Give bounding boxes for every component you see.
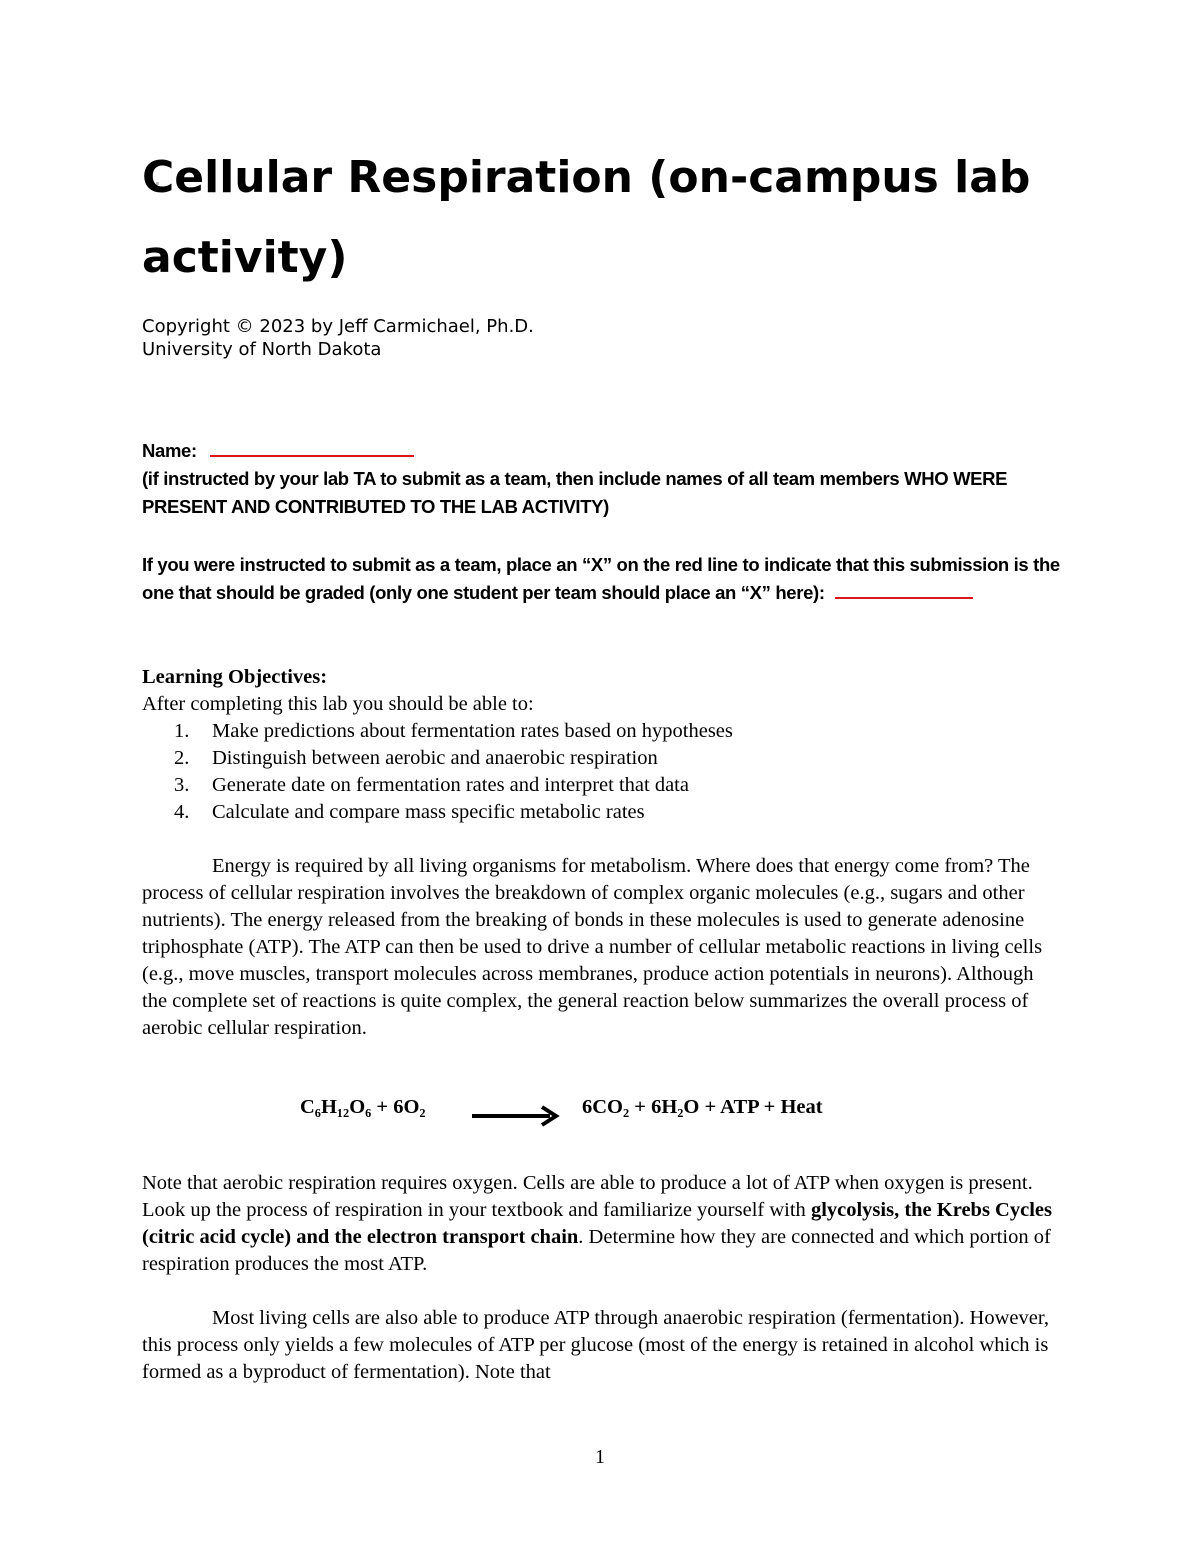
name-section (142, 437, 1042, 521)
objective-number: 2. (174, 747, 190, 769)
copyright-block (142, 315, 534, 361)
objective-number: 3. (174, 774, 190, 796)
objective-text: Calculate and compare mass specific metabolic rates (212, 801, 645, 823)
paragraph-energy: Energy is required by all living organisms for metabolism. Where does that energy come from? The process of cellular respiration involves the breakdown of complex organic molecules (e.g., sugars and other nutrients). The energy released from the breaking of bonds in these molecules is used to generate adenosine triphosphate (ATP). The ATP can then be used to drive a number of cellular metabolic reactions in living cells (e.g., move muscles, transport molecules across membranes, produce action potentials in neurons). Although the complete set of reactions is quite complex, the general reaction below summarizes the overall process of aerobic cellular respiration. (142, 855, 1043, 1039)
objective-item (142, 799, 1062, 826)
team-submission-section (142, 551, 1062, 607)
objective-number: 4. (174, 801, 190, 823)
name-label: Name: (142, 440, 197, 461)
name-red-line[interactable] (210, 439, 414, 457)
paragraph-aerobic-text-end: . Determine how they are connected and which portion of respiration produces the most ATP. (142, 1226, 1051, 1275)
page-title: Cellular Respiration (on-campus lab activity) (142, 152, 1031, 283)
objective-text: Generate date on fermentation rates and interpret that data (212, 774, 689, 796)
objective-item (142, 718, 1062, 745)
objectives-intro: After completing this lab you should be able to: (142, 693, 534, 715)
copyright-line: Copyright © 2023 by Jeff Carmichael, Ph.D. (142, 316, 534, 337)
team-red-line[interactable] (835, 581, 973, 599)
key-terms: glycolysis, the Krebs Cycles (citric acid cycle) and the electron transport chain (142, 1199, 1052, 1248)
objective-text: Make predictions about fermentation rates based on hypotheses (212, 720, 733, 742)
equation-products: 6CO₂ + 6H₂O + ATP + Heat (582, 1096, 823, 1118)
team-instruction: (if instructed by your lab TA to submit as a team, then include names of all team members WHO WERE PRESENT AND CONTRIBUTED TO THE LAB ACTIVITY) (142, 468, 1008, 517)
team-submission-text: If you were instructed to submit as a team, place an “X” on the red line to indicate that this submission is the one that should be graded (only one student per team should place an “X” here): (142, 554, 1060, 603)
paragraph-aerobic-text: Note that aerobic respiration requires oxygen. Cells are able to produce a lot of ATP when oxygen is present. Look up the process of respiration in your textbook and familiarize yourself with (142, 1172, 1033, 1221)
paragraph-anaerobic: Most living cells are also able to produce ATP through anaerobic respiration (fermentation). However, this process only yields a few molecules of ATP per glucose (most of the energy is retained in alcohol which is formed as a byproduct of fermentation). Note that (142, 1307, 1049, 1383)
respiration-equation (300, 1096, 940, 1136)
paragraph-aerobic (142, 1170, 1062, 1278)
objective-item (142, 772, 1062, 799)
objective-number: 1. (174, 720, 190, 742)
learning-objectives (142, 664, 1062, 826)
objectives-heading: Learning Objectives: (142, 666, 328, 688)
university-line: University of North Dakota (142, 339, 382, 360)
objectives-list (142, 718, 1062, 826)
right-arrow-icon (470, 1104, 562, 1128)
page-number: 1 (595, 1446, 605, 1468)
objective-text: Distinguish between aerobic and anaerobic respiration (212, 747, 658, 769)
objective-item (142, 745, 1062, 772)
equation-reactants: C₆H₁₂O₆ + 6O₂ (300, 1096, 426, 1118)
